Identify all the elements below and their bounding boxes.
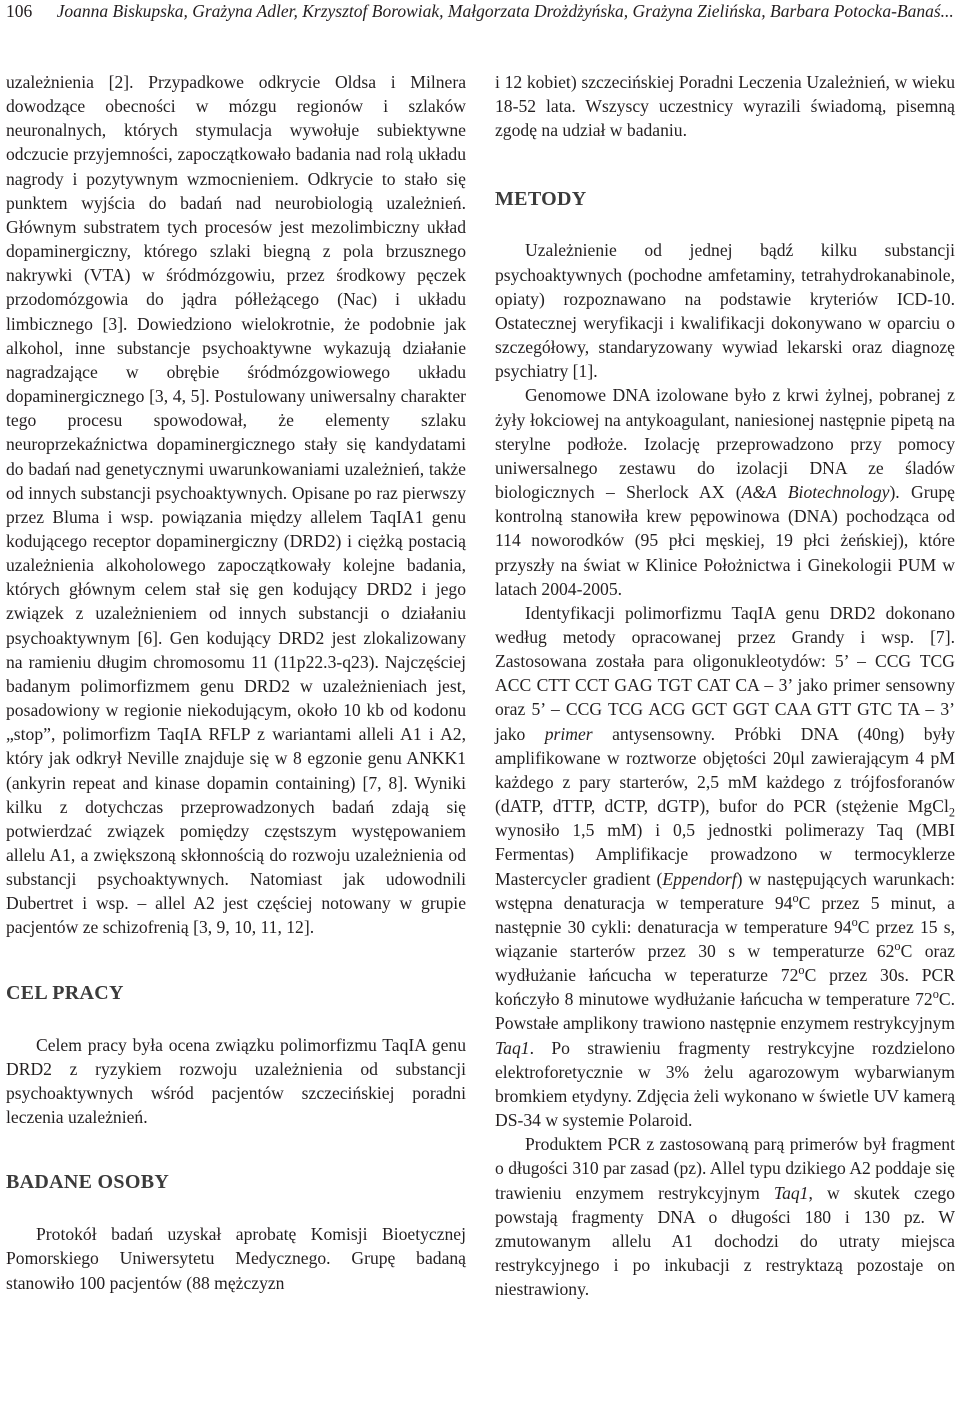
page-number: 106 [6, 1, 33, 21]
running-authors: Joanna Biskupska, Grażyna Adler, Krzysztof Borowiak, Małgorzata Drożdżyńska, Grażyna Zielińska, Barbara Potocka-Banaś... [56, 1, 954, 21]
metody-paragraph-2: Genomowe DNA izolowane było z krwi żylnej, pobranej z żyły łokciowej na antykoagulant, naniesionej następnie pipetą na sterylne podłoże. Izolację przeprowadzono przy pomocy uniwersalnego zestawu do izolacji DNA ze śladów biologicznych – Sherlock AX (A&A Biotechnology). Grupę kontrolną stanowiła krew pępowinowa (DNA) pochodząca od 114 noworodków (95 płci męskiej, 19 płci żeńskiej), które przyszły na świat w Klinice Położnictwa i Ginekologii PUM w latach 2004-2005. [495, 385, 955, 599]
metody-paragraph-1: Uzależnienie od jednej bądź kilku substancji psychoaktywnych (pochodne amfetaminy, tetrahydrokanabinole, opiaty) rozpoznawano na podstawie kryteriów ICD-10. Ostatecznej weryfikacji i kwalifikacji dokonywano w oparciu o szczegółowy, standaryzowany wywiad lekarski oraz diagnozę psychiatry [1]. [495, 240, 955, 382]
badane-continued-paragraph: i 12 kobiet) szczecińskiej Poradni Leczenia Uzależnień, w wieku 18-52 lata. Wszyscy uczestnicy wyrazili świadomą, pisemną zgodę na udział w badaniu. [495, 72, 955, 141]
right-column [495, 70, 955, 1301]
metody-paragraph-3: Identyfikacji polimorfizmu TaqIA genu DRD2 dokonano według metody opracowanej przez Grandy i wsp. [7]. Zastosowana została para oligonukleotydów: 5’ – CCG TCG ACC CTT CCT GAG TGT CAT CA – 3’ jako primer sensowny oraz 5’ – CCG TCG ACG GCT GGT CAA GTT GTC TA – 3’ jako primer antysensowny. Próbki DNA (40ng) były amplifikowane w roztworze objętości 20μl zawierającym 4 pM każdego z pary starterów, 2,5 mM każdego z trójfosforanów (dATP, dTTP, dCTP, dGTP), bufor do PCR (stężenie MgCl$_2$ wynosiło 1,5 mM) i 0,5 jednostki polimerazy Taq (MBI Fermentas) Amplifikacje prowadzono w termocyklerze Mastercycler gradient (Eppendorf) w następujących warunkach: wstępna denaturacja w temperature 94$^o$C przez 5 minut, a następnie 30 cykli: denaturacja w temperature 94$^o$C przez 15 s, wiązanie starterów przez 30 s w temperaturze 62$^o$C oraz wydłużanie łańcucha w teperaturze 72$^o$C przez 30s. PCR kończyło 8 minutowe wydłużanie łańcucha w temperature 72$^o$C. Powstałe amplikony trawiono następnie enzymem restrykcyjnym Taq1. Po strawieniu fragmenty restrykcyjne rozdzielono elektroforetycznie w 3% żelu agarozowym wybarwianym bromkiem etydyny. Zdjęcia żeli wykonano w świetle UV kamerą DS-34 w systemie Polaroid. [495, 602, 956, 1131]
heading-metody: METODY [495, 188, 587, 211]
heading-badane-osoby: BADANE OSOBY [6, 1171, 170, 1194]
metody-paragraph-4: Produktem PCR z zastosowaną parą primerów był fragment o długości 310 par zasad (pz). Allel typu dzikiego A2 poddaje się trawieniu enzymem restrykcyjnym Taq1, w skutek czego powstają fragmenty DNA o długości 180 i 130 pz. W zmutowanym allelu A1 dochodzi do utraty miejsca restrykcyjnego i po inkubacji z restryktazą pozostaje on niestrawiony. [495, 1134, 955, 1300]
intro-paragraph: uzależnienia [2]. Przypadkowe odkrycie Oldsa i Milnera dowodzące obecności w mózgu regionów i szlaków neuronalnych, których stymulacja wywołuje subiektywne odczucie przyjemności, zapoczątkowało badania nad rolą układu nagrody i pozytywnym wzmocnieniem. Odkrycie to stało się punktem wyjścia do badań nad neurobiologią uzależnień. Głównym substratem tych procesów jest mezolimbiczny układ dopaminergiczny, którego szlaki biegną z pola brzusznego nakrywki (VTA) w śródmózgowiu, przez środkowy pęczek przodomózgowia do jądra półleżącego (Nac) i układu limbicznego [3]. Dowiedziono wielokrotnie, że podobnie jak alkohol, inne substancje psychoaktywne wykazują działanie nagradzające w obrębie śródmózgowiowego układu dopaminergicznego [3, 4, 5]. Postulowany uniwersalny charakter tego procesu spowodował, że elementy szlaku neuroprzekaźnictwa dopaminergicznego stały się kandydatami do badań nad genetycznymi uwarunkowaniami uzależnień, także od innych substancji psychoaktywnych. Opisane po raz pierwszy przez Bluma i wsp. powiązania między allelem TaqIA1 genu kodującego receptor dopaminergiczny (DRD2) i ciężką postacią uzależnienia alkoholowego zapoczątkowały kolejne badania, których głównym celem stał się gen kodujący DRD2 i jego związek z uzależnieniem od innych substancji o działaniu psychoaktywnym [6]. Gen kodujący DRD2 jest zlokalizowany na ramieniu długim chromosomu 11 (11p22.3-q23). Najczęściej badanym polimorfizmem genu DRD2 w uzależnieniach jest, posadowiony w regionie niekodującym, około 10 kb od kodonu „stop”, polimorfizm TaqIA RFLP z wariantami alleli A1 i A2, który jak odkrył Neville znajduje się w 8 egzonie genu ANKK1 (ankyrin repeat and kinase dopamin containing) [7, 8]. Wyniki kilku z dotychczas przeprowadzonych badań zdają się potwierdzać związek pomiędzy częstszym występowaniem allelu A1, a zwiększoną skłonnością do rozwoju uzależnienia od substancji psychoaktywnych. Natomiast jak udowodnili Dubertret i wsp. – allel A2 jest częściej notowany w grupie pacjentów ze schizofrenią [3, 9, 10, 11, 12]. [6, 72, 466, 938]
kit-manufacturer: A&A Biotechnology [741, 482, 890, 503]
running-header [6, 0, 954, 26]
left-column [6, 70, 466, 1295]
badane-paragraph: Protokół badań uzyskał aprobatę Komisji Bioetycznej Pomorskiego Uniwersytetu Medycznego. Grupę badaną stanowiło 100 pacjentów (88 mężczyzn [6, 1224, 466, 1293]
heading-cel-pracy: CEL PRACY [6, 981, 124, 1004]
cel-paragraph: Celem pracy była ocena związku polimorfizmu TaqIA genu DRD2 z ryzykiem rozwoju uzależnienia od substancji psychoaktywnych wśród pacjentów szczecińskiej poradni leczenia uzależnień. [6, 1034, 466, 1128]
